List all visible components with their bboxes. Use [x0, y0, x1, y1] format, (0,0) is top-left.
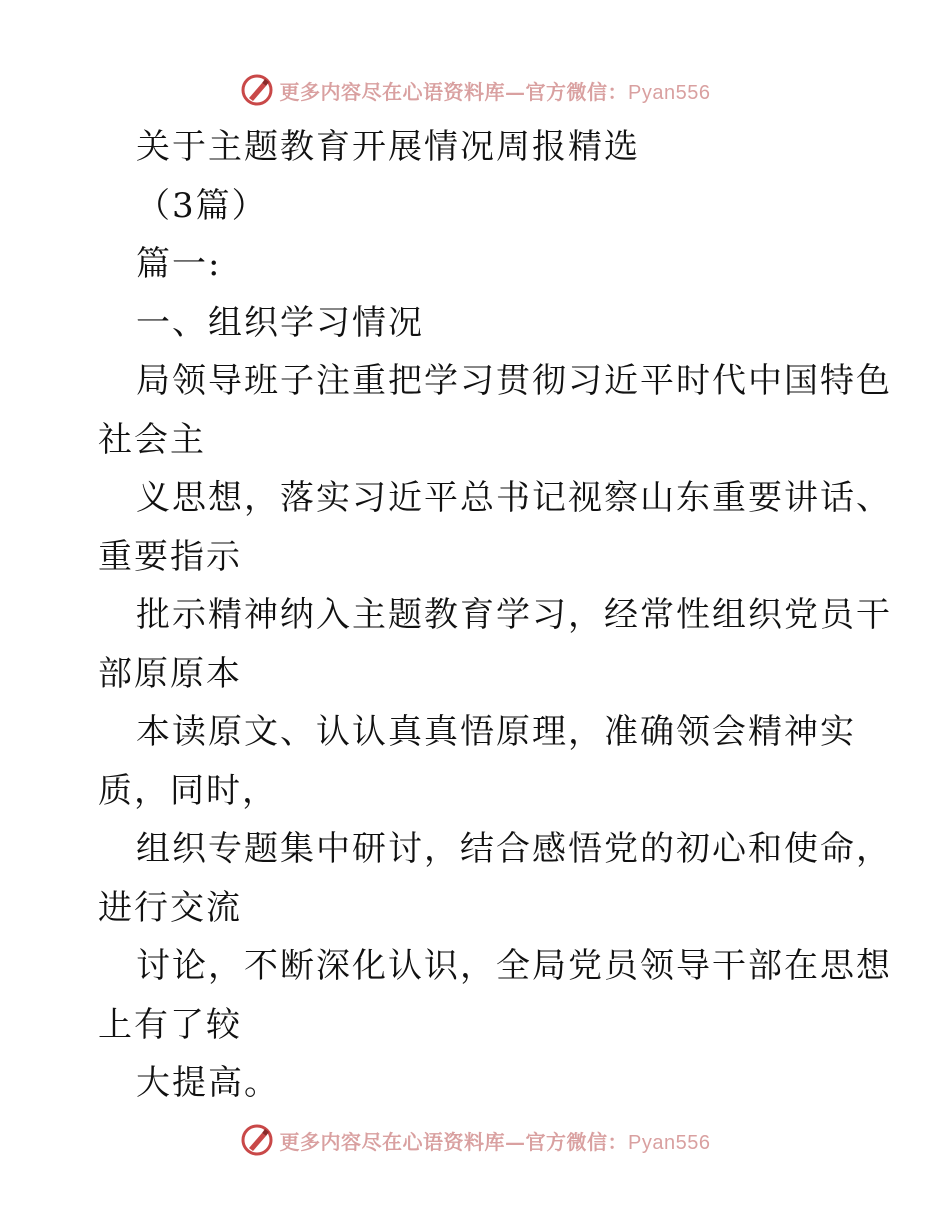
- watermark-footer: [0, 1120, 950, 1160]
- paragraph-line: 批示精神纳入主题教育学习，经常性组织党员干: [136, 595, 892, 635]
- subsection-heading: 一、组织学习情况: [136, 302, 424, 343]
- watermark-text: 更多内容尽在心语资料库—官方微信：Pyan556: [279, 1129, 711, 1154]
- paragraph-line: 质，同时，: [98, 770, 278, 811]
- watermark-account: Pyan556: [628, 1131, 711, 1154]
- paragraph-line: 进行交流: [98, 887, 242, 928]
- document-subtitle: （3篇）: [136, 185, 268, 226]
- section-heading: 篇一:: [136, 244, 222, 284]
- paragraph-line: 本读原文、认认真真悟原理，准确领会精神实: [136, 712, 856, 752]
- paragraph-line: 讨论，不断深化认识，全局党员领导干部在思想: [136, 946, 892, 986]
- pen-circle-logo-icon: [240, 1123, 274, 1157]
- paragraph-line: 义思想，落实习近平总书记视察山东重要讲话、: [136, 478, 892, 518]
- document-title: 关于主题教育开展情况周报精选: [136, 127, 640, 167]
- watermark-account: Pyan556: [628, 81, 711, 104]
- paragraph-line: 社会主: [98, 419, 206, 460]
- paragraph-line: 重要指示: [98, 536, 242, 577]
- paragraph-line: 组织专题集中研讨，结合感悟党的初心和使命，: [136, 829, 892, 869]
- paragraph-line: 大提高。: [136, 1063, 280, 1103]
- watermark-header: [0, 70, 950, 110]
- document-body: [98, 118, 892, 1113]
- watermark-text: 更多内容尽在心语资料库—官方微信：Pyan556: [279, 79, 711, 104]
- paragraph-line: 部原原本: [98, 653, 242, 694]
- paragraph-line: 上有了较: [98, 1004, 242, 1045]
- paragraph-line: 局领导班子注重把学习贯彻习近平时代中国特色: [136, 361, 892, 401]
- pen-circle-logo-icon: [240, 73, 274, 107]
